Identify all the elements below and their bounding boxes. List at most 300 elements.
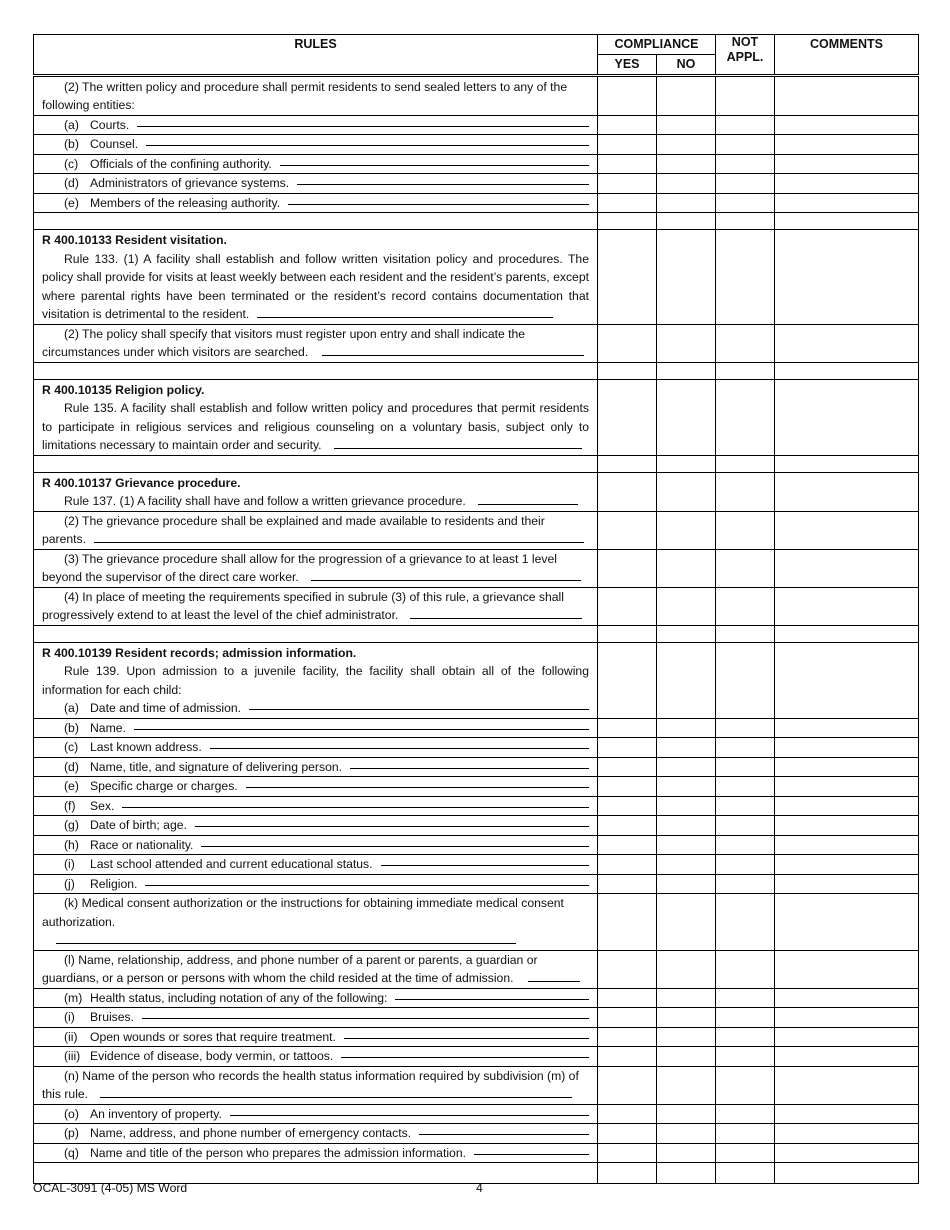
page-number: 4 — [476, 1181, 483, 1195]
check-yes[interactable] — [598, 379, 657, 455]
check-not-applicable[interactable] — [716, 115, 775, 135]
visitation-heading: R 400.10133 Resident visitation. — [42, 233, 227, 247]
check-no[interactable] — [657, 1163, 716, 1184]
comment-cell[interactable] — [775, 174, 919, 194]
check-not-applicable[interactable] — [716, 213, 775, 230]
item-label: (m) — [64, 990, 83, 1005]
check-no[interactable] — [657, 174, 716, 194]
check-yes[interactable] — [598, 154, 657, 174]
comment-cell[interactable] — [775, 549, 919, 587]
check-yes[interactable] — [598, 757, 657, 777]
records-intro: Rule 139. Upon admission to a juvenile facility, the facility shall obtain all of the following information for each child: — [42, 664, 589, 697]
rule-cell — [34, 362, 598, 379]
comment-cell[interactable] — [775, 135, 919, 155]
religion-heading: R 400.10135 Religion policy. — [42, 382, 205, 397]
rule-cell — [34, 625, 598, 642]
check-no[interactable] — [657, 154, 716, 174]
table-row — [34, 796, 919, 816]
check-yes[interactable] — [598, 115, 657, 135]
comment-cell[interactable] — [775, 1008, 919, 1028]
item-label: (f) — [64, 798, 76, 813]
table-row — [34, 950, 919, 988]
rule-cell — [34, 174, 598, 194]
answer-line — [142, 1017, 589, 1019]
check-not-applicable[interactable] — [716, 75, 775, 115]
table-row — [34, 472, 919, 511]
answer-line — [341, 1056, 589, 1058]
comment-cell[interactable] — [775, 1047, 919, 1067]
item-label: (b) — [64, 720, 79, 735]
table-row — [34, 874, 919, 894]
answer-line — [474, 1153, 589, 1155]
answer-line — [280, 164, 589, 166]
comment-cell[interactable] — [775, 757, 919, 777]
check-not-applicable[interactable] — [716, 1008, 775, 1028]
check-yes[interactable] — [598, 738, 657, 758]
entity-item: Members of the releasing authority. — [90, 195, 281, 210]
admission-item: An inventory of property. — [90, 1106, 222, 1121]
table-row — [34, 193, 919, 213]
check-yes[interactable] — [598, 230, 657, 325]
check-no[interactable] — [657, 796, 716, 816]
rule-cell — [34, 988, 598, 1008]
check-not-applicable[interactable] — [716, 455, 775, 472]
table-row — [34, 362, 919, 379]
answer-line — [246, 786, 589, 788]
check-no[interactable] — [657, 511, 716, 549]
check-no[interactable] — [657, 1027, 716, 1047]
comment-cell[interactable] — [775, 193, 919, 213]
check-not-applicable[interactable] — [716, 874, 775, 894]
check-no[interactable] — [657, 757, 716, 777]
table-row — [34, 777, 919, 797]
comment-cell[interactable] — [775, 738, 919, 758]
comment-cell[interactable] — [775, 642, 919, 718]
check-not-applicable[interactable] — [716, 1066, 775, 1104]
check-no[interactable] — [657, 1066, 716, 1104]
check-no[interactable] — [657, 950, 716, 988]
grievance-rule-3: (3) The grievance procedure shall allow for the progression of a grievance to at least 1 level beyond the supervisor of the direct care worker. — [42, 551, 557, 584]
rule-cell — [34, 855, 598, 875]
check-not-applicable[interactable] — [716, 625, 775, 642]
table-row — [34, 154, 919, 174]
answer-line — [249, 708, 589, 710]
comment-cell[interactable] — [775, 154, 919, 174]
table-row — [34, 757, 919, 777]
admission-item: Name, title, and signature of delivering person. — [90, 759, 343, 774]
check-yes[interactable] — [598, 642, 657, 718]
table-row — [34, 174, 919, 194]
comment-cell[interactable] — [775, 230, 919, 325]
answer-line — [344, 1037, 589, 1039]
table-row — [34, 135, 919, 155]
check-yes[interactable] — [598, 835, 657, 855]
comment-cell[interactable] — [775, 213, 919, 230]
table-row — [34, 816, 919, 836]
check-no[interactable] — [657, 75, 716, 115]
check-no[interactable] — [657, 835, 716, 855]
comment-cell[interactable] — [775, 1143, 919, 1163]
check-yes[interactable] — [598, 1027, 657, 1047]
item-label: (d) — [64, 759, 79, 774]
comment-cell[interactable] — [775, 796, 919, 816]
rule-cell — [34, 472, 598, 511]
comment-cell[interactable] — [775, 75, 919, 115]
answer-line — [210, 747, 589, 749]
table-row — [34, 511, 919, 549]
rule-cell — [34, 135, 598, 155]
rule-cell — [34, 777, 598, 797]
check-not-applicable[interactable] — [716, 796, 775, 816]
table-row — [34, 379, 919, 455]
rule-cell — [34, 379, 598, 455]
comments-header: COMMENTS — [775, 35, 919, 76]
check-not-applicable[interactable] — [716, 835, 775, 855]
answer-line — [100, 1086, 572, 1098]
answer-line — [297, 183, 589, 185]
table-row — [34, 587, 919, 625]
table-row — [34, 625, 919, 642]
check-not-applicable[interactable] — [716, 718, 775, 738]
health-item: Open wounds or sores that require treatment. — [90, 1029, 336, 1044]
check-not-applicable[interactable] — [716, 950, 775, 988]
table-row — [34, 1047, 919, 1067]
table-row — [34, 894, 919, 951]
table-row — [34, 75, 919, 115]
check-not-applicable[interactable] — [716, 379, 775, 455]
comment-cell[interactable] — [775, 718, 919, 738]
comment-cell[interactable] — [775, 894, 919, 951]
comment-cell[interactable] — [775, 1163, 919, 1184]
check-no[interactable] — [657, 324, 716, 362]
check-no[interactable] — [657, 988, 716, 1008]
admission-item: Date and time of admission. — [90, 701, 242, 715]
check-yes[interactable] — [598, 1047, 657, 1067]
check-no[interactable] — [657, 1143, 716, 1163]
check-not-applicable[interactable] — [716, 894, 775, 951]
check-yes[interactable] — [598, 174, 657, 194]
table-row — [34, 855, 919, 875]
admission-item-n: (n) Name of the person who records the health status information required by subdivision (m) of this rule. — [42, 1068, 579, 1101]
item-label: (i) — [64, 857, 75, 871]
answer-line — [322, 344, 584, 356]
sealed-letters-intro: (2) The written policy and procedure shall permit residents to send sealed letters to any of the following entities: — [42, 79, 568, 112]
rule-cell — [34, 738, 598, 758]
comment-cell[interactable] — [775, 511, 919, 549]
item-label: (o) — [64, 1106, 79, 1121]
comment-cell[interactable] — [775, 835, 919, 855]
compliance-table — [33, 34, 919, 1184]
check-yes[interactable] — [598, 950, 657, 988]
check-not-applicable[interactable] — [716, 230, 775, 325]
check-not-applicable[interactable] — [716, 1143, 775, 1163]
table-row — [34, 1066, 919, 1104]
check-no[interactable] — [657, 816, 716, 836]
check-yes[interactable] — [598, 988, 657, 1008]
check-yes[interactable] — [598, 1163, 657, 1184]
check-not-applicable[interactable] — [716, 988, 775, 1008]
answer-line — [478, 493, 578, 505]
religion-rule: Rule 135. A facility shall establish and follow written policy and procedures that permit residents to participate in religious services and religious counseling on a voluntary basis, subject only to limitations necessary to maintain order and security. — [42, 401, 589, 452]
check-yes[interactable] — [598, 777, 657, 797]
check-yes[interactable] — [598, 1066, 657, 1104]
check-yes[interactable] — [598, 472, 657, 511]
check-no[interactable] — [657, 213, 716, 230]
item-label: (c) — [64, 156, 79, 171]
admission-item: Race or nationality. — [90, 837, 194, 852]
answer-line — [145, 884, 589, 886]
table-row — [34, 115, 919, 135]
item-label: (e) — [64, 195, 79, 210]
table-row — [34, 718, 919, 738]
admission-item: Specific charge or charges. — [90, 779, 238, 793]
comment-cell[interactable] — [775, 874, 919, 894]
comment-cell[interactable] — [775, 1066, 919, 1104]
comment-cell[interactable] — [775, 324, 919, 362]
item-label: (q) — [64, 1145, 79, 1160]
table-row — [34, 1104, 919, 1124]
check-yes[interactable] — [598, 511, 657, 549]
rule-cell — [34, 511, 598, 549]
table-row — [34, 738, 919, 758]
comment-cell[interactable] — [775, 625, 919, 642]
table-row — [34, 642, 919, 718]
item-label: (b) — [64, 137, 79, 151]
health-item: Health status, including notation of any of the following: — [90, 990, 388, 1005]
comment-cell[interactable] — [775, 379, 919, 455]
comment-cell[interactable] — [775, 115, 919, 135]
comment-cell[interactable] — [775, 1124, 919, 1144]
visitation-rule-1: Rule 133. (1) A facility shall establish and follow written visitation policy and procedures. The policy shall provide for visits at least weekly between each resident and the resident’s parents, except where parental rights have been terminated or the resident’s record contains documentation that visitation is detrimental to the resident. — [42, 251, 589, 321]
grievance-rule-1: Rule 137. (1) A facility shall have and follow a written grievance procedure. — [64, 494, 466, 508]
visitation-rule-2: (2) The policy shall specify that visitors must register upon entry and shall indicate the circumstances under which visitors are searched. — [42, 326, 526, 359]
check-no[interactable] — [657, 379, 716, 455]
records-heading: R 400.10139 Resident records; admission information. — [42, 645, 357, 660]
form-id: OCAL-3091 (4-05) MS Word — [33, 1181, 188, 1195]
check-no[interactable] — [657, 874, 716, 894]
answer-line — [195, 825, 589, 827]
rule-cell — [34, 835, 598, 855]
check-yes[interactable] — [598, 549, 657, 587]
check-yes[interactable] — [598, 816, 657, 836]
check-yes[interactable] — [598, 75, 657, 115]
check-no[interactable] — [657, 1008, 716, 1028]
check-no[interactable] — [657, 1104, 716, 1124]
rule-cell — [34, 455, 598, 472]
check-yes[interactable] — [598, 455, 657, 472]
check-not-applicable[interactable] — [716, 738, 775, 758]
check-not-applicable[interactable] — [716, 587, 775, 625]
check-no[interactable] — [657, 472, 716, 511]
check-not-applicable[interactable] — [716, 193, 775, 213]
check-no[interactable] — [657, 855, 716, 875]
answer-line — [350, 767, 589, 769]
rule-cell — [34, 213, 598, 230]
comment-cell[interactable] — [775, 455, 919, 472]
item-label: (j) — [64, 876, 75, 891]
check-no[interactable] — [657, 587, 716, 625]
admission-item: Name and title of the person who prepares the admission information. — [90, 1145, 466, 1160]
table-row — [34, 213, 919, 230]
check-not-applicable[interactable] — [716, 642, 775, 718]
answer-line — [146, 144, 589, 146]
check-no[interactable] — [657, 1124, 716, 1144]
rule-cell — [34, 587, 598, 625]
table-row — [34, 1027, 919, 1047]
check-not-applicable[interactable] — [716, 154, 775, 174]
comment-cell[interactable] — [775, 777, 919, 797]
comment-cell[interactable] — [775, 816, 919, 836]
check-not-applicable[interactable] — [716, 1027, 775, 1047]
check-yes[interactable] — [598, 362, 657, 379]
comment-cell[interactable] — [775, 587, 919, 625]
check-not-applicable[interactable] — [716, 174, 775, 194]
admission-item: Sex. — [90, 798, 115, 813]
check-yes[interactable] — [598, 796, 657, 816]
check-no[interactable] — [657, 549, 716, 587]
check-yes[interactable] — [598, 324, 657, 362]
answer-line — [257, 306, 553, 318]
check-no[interactable] — [657, 230, 716, 325]
rules-header: RULES — [34, 35, 598, 76]
check-not-applicable[interactable] — [716, 816, 775, 836]
answer-line — [419, 1133, 589, 1135]
check-not-applicable[interactable] — [716, 324, 775, 362]
check-no[interactable] — [657, 135, 716, 155]
rule-cell — [34, 1047, 598, 1067]
rule-cell — [34, 549, 598, 587]
rule-cell — [34, 950, 598, 988]
check-no[interactable] — [657, 115, 716, 135]
check-not-applicable[interactable] — [716, 472, 775, 511]
answer-line — [201, 845, 589, 847]
check-no[interactable] — [657, 894, 716, 951]
rule-cell — [34, 757, 598, 777]
check-not-applicable[interactable] — [716, 1047, 775, 1067]
table-row — [34, 230, 919, 325]
check-no[interactable] — [657, 718, 716, 738]
item-label: (iii) — [64, 1049, 81, 1063]
compliance-header: COMPLIANCE — [598, 35, 716, 55]
rule-cell — [34, 1104, 598, 1124]
check-yes[interactable] — [598, 1143, 657, 1163]
answer-line — [395, 998, 589, 1000]
check-yes[interactable] — [598, 135, 657, 155]
check-not-applicable[interactable] — [716, 1124, 775, 1144]
grievance-heading: R 400.10137 Grievance procedure. — [42, 475, 241, 490]
check-no[interactable] — [657, 777, 716, 797]
table-row — [34, 455, 919, 472]
item-label: (d) — [64, 176, 79, 190]
table-row — [34, 1008, 919, 1028]
item-label: (g) — [64, 818, 79, 832]
entity-item: Administrators of grievance systems. — [90, 176, 290, 190]
rule-cell — [34, 75, 598, 115]
table-row — [34, 549, 919, 587]
rule-cell — [34, 1027, 598, 1047]
not-applicable-header: NOT APPL. — [716, 35, 775, 76]
check-yes[interactable] — [598, 874, 657, 894]
health-item: Bruises. — [90, 1010, 135, 1024]
table-row — [34, 988, 919, 1008]
admission-item: Religion. — [90, 876, 138, 891]
check-no[interactable] — [657, 455, 716, 472]
item-label: (e) — [64, 779, 79, 793]
comment-cell[interactable] — [775, 988, 919, 1008]
check-yes[interactable] — [598, 718, 657, 738]
check-not-applicable[interactable] — [716, 777, 775, 797]
answer-line — [334, 437, 582, 449]
answer-line — [94, 531, 584, 543]
rule-cell — [34, 1124, 598, 1144]
check-yes[interactable] — [598, 894, 657, 951]
item-label: (p) — [64, 1126, 79, 1140]
rule-cell — [34, 193, 598, 213]
check-yes[interactable] — [598, 1008, 657, 1028]
check-not-applicable[interactable] — [716, 362, 775, 379]
rule-cell — [34, 154, 598, 174]
check-not-applicable[interactable] — [716, 511, 775, 549]
rule-cell — [34, 1008, 598, 1028]
check-yes[interactable] — [598, 1104, 657, 1124]
check-not-applicable[interactable] — [716, 1104, 775, 1124]
check-not-applicable[interactable] — [716, 757, 775, 777]
table-row — [34, 835, 919, 855]
rule-cell — [34, 816, 598, 836]
answer-line — [122, 806, 589, 808]
check-yes[interactable] — [598, 855, 657, 875]
check-no[interactable] — [657, 642, 716, 718]
comment-cell[interactable] — [775, 950, 919, 988]
answer-line — [528, 970, 580, 982]
check-yes[interactable] — [598, 213, 657, 230]
check-no[interactable] — [657, 193, 716, 213]
table-row — [34, 1124, 919, 1144]
check-no[interactable] — [657, 738, 716, 758]
check-no[interactable] — [657, 625, 716, 642]
answer-line — [288, 203, 589, 205]
answer-line — [137, 125, 589, 127]
comment-cell[interactable] — [775, 855, 919, 875]
check-yes[interactable] — [598, 193, 657, 213]
check-yes[interactable] — [598, 1124, 657, 1144]
answer-line — [410, 607, 582, 619]
admission-item: Last school attended and current educational status. — [90, 857, 373, 871]
item-label: (i) — [64, 1010, 75, 1024]
comment-cell[interactable] — [775, 362, 919, 379]
answer-line — [230, 1114, 589, 1116]
check-not-applicable[interactable] — [716, 135, 775, 155]
admission-item: Name. — [90, 720, 126, 735]
item-label: (h) — [64, 837, 79, 852]
check-not-applicable[interactable] — [716, 549, 775, 587]
admission-item: Date of birth; age. — [90, 818, 187, 832]
check-yes[interactable] — [598, 625, 657, 642]
comment-cell[interactable] — [775, 1027, 919, 1047]
answer-line — [56, 932, 516, 944]
item-label: (a) — [64, 117, 79, 132]
check-yes[interactable] — [598, 587, 657, 625]
item-label: (ii) — [64, 1029, 78, 1044]
comment-cell[interactable] — [775, 472, 919, 511]
check-not-applicable[interactable] — [716, 1163, 775, 1184]
check-not-applicable[interactable] — [716, 855, 775, 875]
rule-cell — [34, 874, 598, 894]
check-no[interactable] — [657, 362, 716, 379]
comment-cell[interactable] — [775, 1104, 919, 1124]
table-row — [34, 324, 919, 362]
check-no[interactable] — [657, 1047, 716, 1067]
